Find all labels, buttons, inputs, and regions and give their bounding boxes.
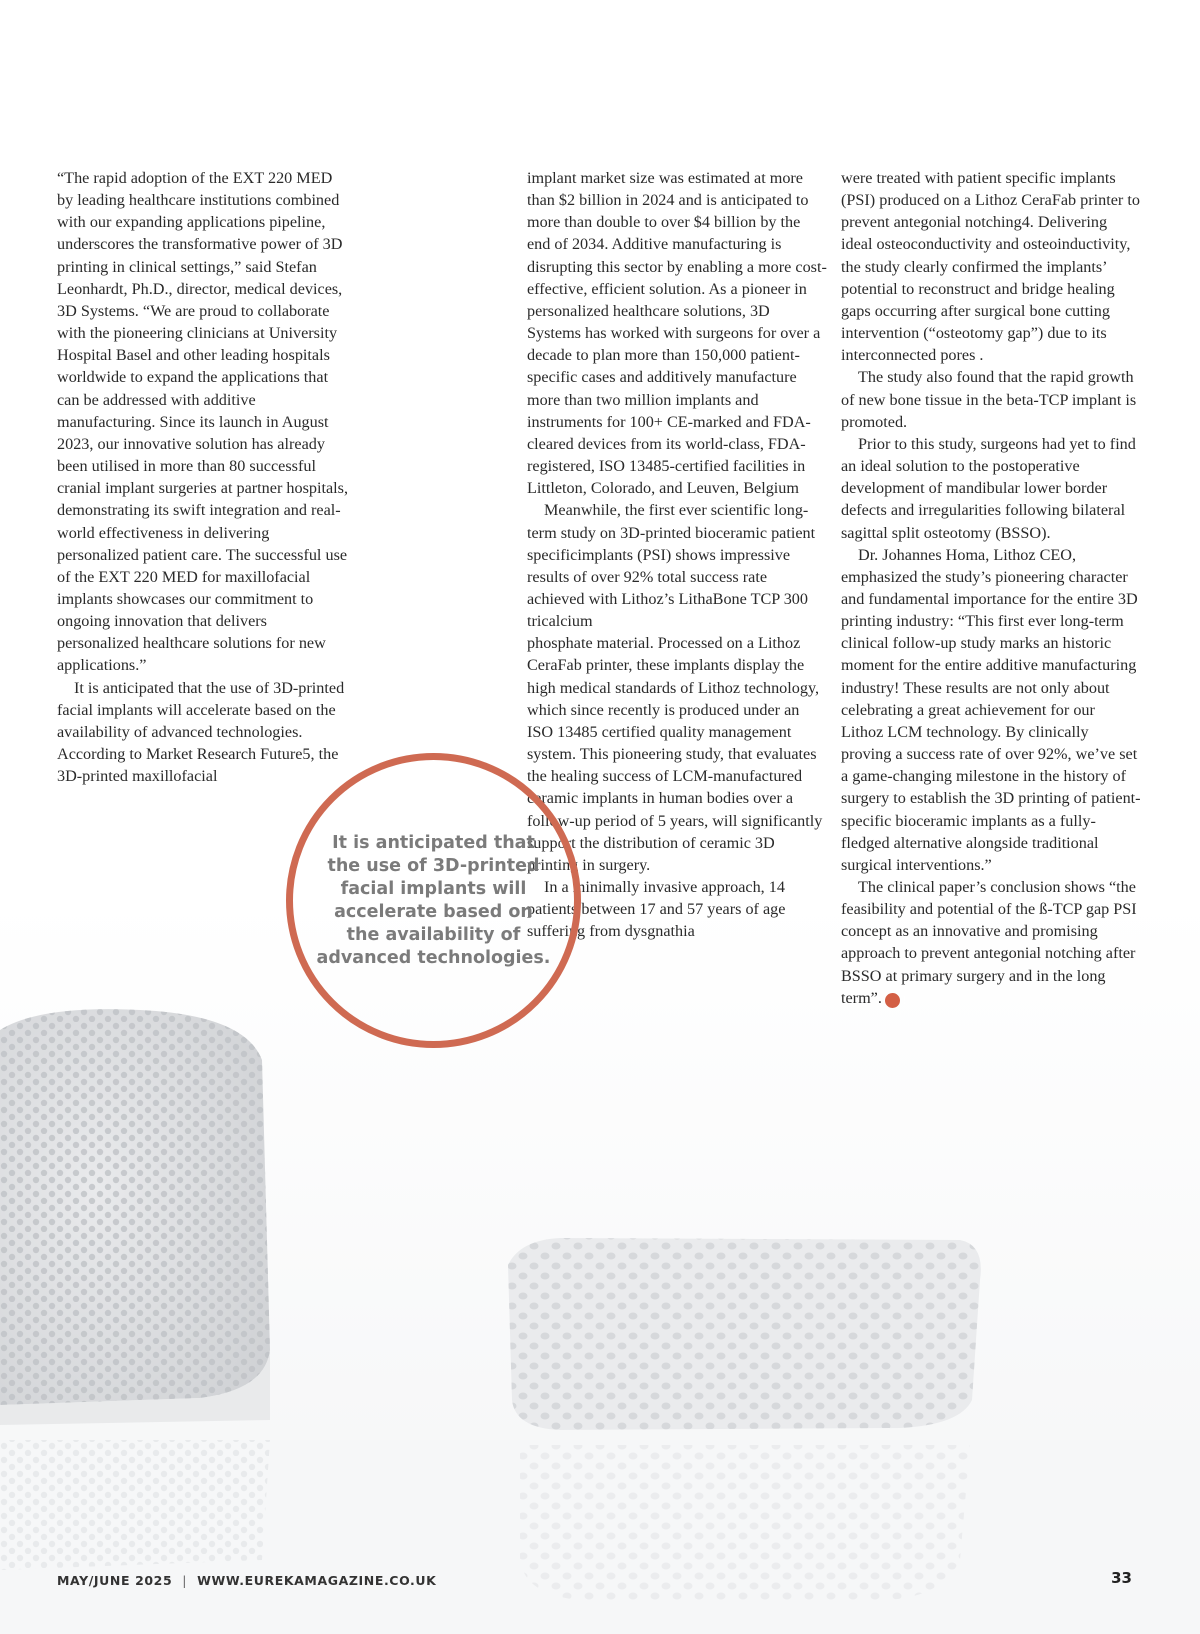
- paragraph: Meanwhile, the first ever scientific long-term study on 3D-printed bioceramic patient specificimplants (PSI) shows impressive results of over 92% total success rate achieved with Lithoz’s LithaBone TCP 300 tricalcium: [527, 501, 816, 631]
- page-number: 33: [1111, 1569, 1132, 1587]
- paragraph: The study also found that the rapid growth of new bone tissue in the beta-TCP implant is promoted.: [841, 368, 1137, 431]
- footer-separator: |: [182, 1573, 188, 1588]
- paragraph-last: [841, 876, 1141, 1009]
- paragraph: Prior to this study, surgeons had yet to find an ideal solution to the postoperative development of mandibular lower border defects and irregularities following bilateral sagittal split osteotomy (BSSO).: [841, 434, 1136, 542]
- website-link[interactable]: WWW.EUREKAMAGAZINE.CO.UK: [197, 1573, 437, 1588]
- issue-date: MAY/JUNE 2025: [57, 1573, 173, 1588]
- text-column-1: [57, 167, 349, 787]
- paragraph: Dr. Johannes Homa, Lithoz CEO, emphasized the study’s pioneering character and fundamental importance for the entire 3D printing industry: “This first ever long-term clinical follow-up study marks an historic moment for the entire additive manufacturing industry! These results are not only about celebrating a great achievement for our Lithoz LCM technology. By clinically proving a success rate of over 92%, we’ve set a game-changing milestone in the history of surgery to establish the 3D printing of patient-specific bioceramic implants as a fully-fledged alternative alongside traditional surgical interventions.”: [841, 545, 1141, 874]
- paragraph: “The rapid adoption of the EXT 220 MED by leading healthcare institutions combined with our expanding applications pipeline, underscores the transformative power of 3D printing in clinical settings,” said Stefan Leonhardt, Ph.D., director, medical devices, 3D Systems. “We are proud to collaborate with the pioneering clinicians at University Hospital Basel and other leading hospitals worldwide to expand the applications that can be addressed with additive manufacturing. Since its launch in August 2023, our innovative solution has already been utilised in more than 80 successful cranial implant surgeries at partner hospitals, demonstrating its swift integration and real-world effectiveness in delivering personalized patient care. The successful use of the EXT 220 MED for maxillofacial implants showcases our commitment to ongoing innovation that delivers personalized healthcare solutions for new applications.”: [57, 169, 348, 675]
- text-column-2: [527, 167, 827, 942]
- paragraph: In a minimally invasive approach, 14 patients between 17 and 57 years of age suffering from dysgnathia: [527, 878, 786, 941]
- text-column-3: [841, 167, 1141, 1009]
- end-mark-icon: !: [885, 993, 900, 1008]
- pull-quote: [286, 753, 581, 1048]
- page-footer: [57, 1573, 436, 1588]
- paragraph: were treated with patient specific implants (PSI) produced on a Lithoz CeraFab printer to prevent antegonial notching4. Delivering ideal osteoconductivity and osteoinductivity, the study clearly confirmed the implants’ potential to reconstruct and bridge healing gaps occurring after surgical bone cutting intervention (“osteotomy gap”) due to its interconnected pores .: [841, 169, 1140, 365]
- paragraph: implant market size was estimated at more than $2 billion in 2024 and is anticipated to more than double to over $4 billion by the end of 2034. Additive manufacturing is disrupting this sector by enabling a more cost-effective, efficient solution. As a pioneer in personalized healthcare solutions, 3D Systems has worked with surgeons for over a decade to plan more than 150,000 patient-specific cases and additively manufacture more than two million implants and instruments for 100+ CE-marked and FDA-cleared devices from its world-class, FDA-registered, ISO 13485-certified facilities in Littleton, Colorado, and Leuven, Belgium: [527, 169, 827, 498]
- paragraph-text: The clinical paper’s conclusion shows “the feasibility and potential of the ß-TCP gap PSI concept as an innovative and promising approach to prevent antegonial notching after BSSO at primary surgery and in the long term”.: [841, 878, 1137, 1007]
- pull-quote-text: It is anticipated that the use of 3D-printed facial implants will accelerate based on the availability of advanced technologies.: [316, 832, 551, 968]
- paragraph: It is anticipated that the use of 3D-printed facial implants will accelerate based on the availability of advanced technologies. According to Market Research Future5, the 3D-printed maxillofacial: [57, 678, 345, 786]
- paragraph: phosphate material. Processed on a Lithoz CeraFab printer, these implants display the high medical standards of Lithoz technology, which since recently is produced under an ISO 13485 certified quality management system. This pioneering study, that evaluates the healing success of LCM-manufactured ceramic implants in human bodies over a follow-up period of 5 years, will significantly support the distribution of ceramic 3D printing in surgery.: [527, 634, 823, 874]
